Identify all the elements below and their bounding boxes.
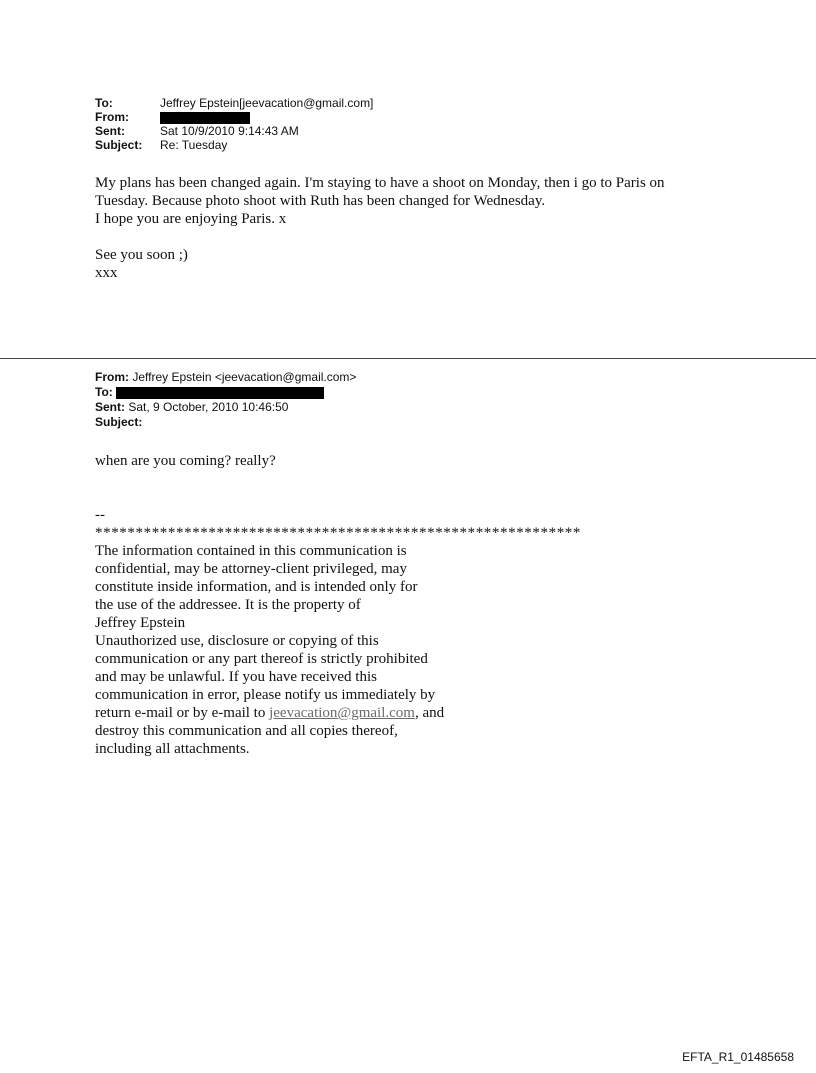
disclaimer-line: communication in error, please notify us immediately by [95, 687, 436, 703]
disclaimer-line: confidential, may be attorney-client privileged, may [95, 561, 407, 577]
signature-dashes: -- [95, 507, 105, 523]
subject-row [95, 138, 373, 152]
body-line: when are you coming? really? [95, 453, 276, 469]
message2-body [95, 452, 615, 758]
bates-number: EFTA_R1_01485658 [682, 1050, 794, 1064]
return-suffix: , and [414, 705, 445, 721]
signoff-line: See you soon ;) [95, 247, 188, 263]
body-line: My plans has been changed again. I'm staying to have a shoot on Monday, then i go to Paris on [95, 175, 665, 191]
disclaimer-line: constitute inside information, and is intended only for [95, 579, 418, 595]
disclaimer-line: the use of the addressee. It is the property of [95, 597, 361, 613]
to-label: To: [95, 96, 113, 110]
sent-value: Sat, 9 October, 2010 10:46:50 [128, 400, 289, 414]
email-link[interactable]: jeevacation@gmail.com [269, 705, 415, 721]
from-label: From: [95, 110, 129, 124]
signature-stars: ************************************************************ [95, 525, 581, 541]
disclaimer-line: Unauthorized use, disclosure or copying of this [95, 633, 379, 649]
from-row [95, 110, 373, 124]
message2-header [95, 370, 356, 430]
from-label: From: [95, 370, 129, 384]
subject-row [95, 415, 356, 430]
from-value: Jeffrey Epstein <jeevacation@gmail.com> [132, 370, 357, 384]
disclaimer-line: communication or any part thereof is strictly prohibited [95, 651, 428, 667]
message1-body [95, 174, 785, 282]
disclaimer-line: The information contained in this communication is [95, 543, 407, 559]
subject-label: Subject: [95, 138, 143, 152]
to-value: Jeffrey Epstein[jeevacation@gmail.com] [160, 96, 374, 110]
disclaimer-line: including all attachments. [95, 741, 250, 757]
to-row [95, 96, 373, 110]
message-divider [0, 358, 816, 359]
disclaimer-line: and may be unlawful. If you have received this [95, 669, 377, 685]
redaction-bar [116, 387, 324, 399]
to-row [95, 385, 356, 400]
disclaimer-line: Jeffrey Epstein [95, 615, 186, 631]
disclaimer-line [95, 704, 615, 722]
sent-row [95, 400, 356, 415]
signoff-line: xxx [95, 265, 118, 281]
sent-value: Sat 10/9/2010 9:14:43 AM [160, 124, 299, 138]
subject-label: Subject: [95, 415, 143, 429]
from-row [95, 370, 356, 385]
to-label: To: [95, 385, 113, 399]
subject-value: Re: Tuesday [160, 138, 228, 152]
return-prefix: return e-mail or by e-mail to [95, 705, 270, 721]
message1-header [95, 96, 373, 152]
body-line: I hope you are enjoying Paris. x [95, 211, 287, 227]
sent-row [95, 124, 373, 138]
sent-label: Sent: [95, 400, 125, 414]
sent-label: Sent: [95, 124, 125, 138]
redaction-bar [160, 112, 250, 124]
disclaimer-line: destroy this communication and all copies thereof, [95, 723, 398, 739]
body-line: Tuesday. Because photo shoot with Ruth has been changed for Wednesday. [95, 193, 546, 209]
